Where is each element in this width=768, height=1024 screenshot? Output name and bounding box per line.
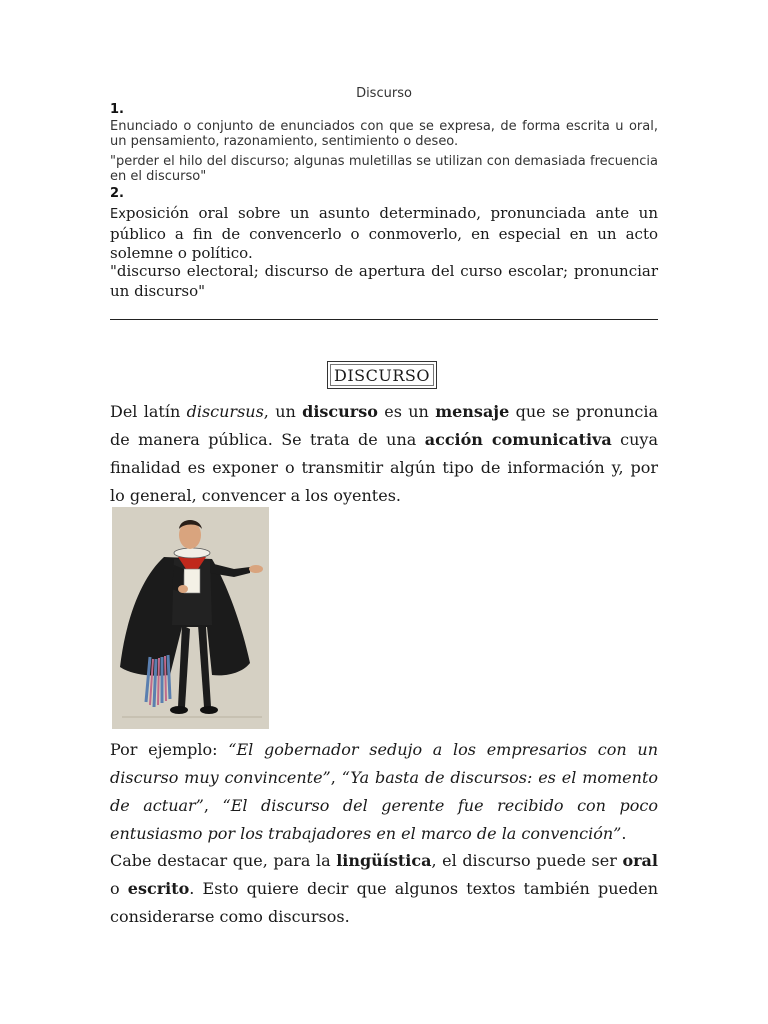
p1-bold-accion: acción comunicativa [424, 430, 612, 449]
p3-text-a: Cabe destacar que, para la [110, 851, 337, 870]
definition-2-example: "discurso electoral; discurso de apertura del curso escolar; pronunciar un discurso" [110, 262, 658, 300]
p1-text-a: Del latín [110, 402, 187, 421]
p1-text-i: cuya finalidad es exponer o transmitir algún tipo de información y, por lo general, convencer a los oyentes. [110, 430, 659, 505]
p3-text-g: . Esto quiere decir que algunos textos también pueden considerarse como discursos. [110, 879, 659, 926]
definition-2-text [110, 204, 658, 264]
p1-latin-term: discursus [186, 402, 264, 421]
p2-example-1: “El gobernador sedujo a los empresarios con un discurso muy convincente” [110, 740, 658, 787]
p3-bold-linguistica: lingüística [336, 851, 432, 870]
article-paragraph-1 [110, 398, 658, 510]
p1-bold-discurso: discurso [302, 402, 378, 421]
p2-example-3: “El discurso del gerente fue recibido con poco entusiasmo por los trabajadores en el marco de la convención” [110, 796, 659, 843]
definition-1-text: Enunciado o conjunto de enunciados con que se expresa, de forma escrita u oral, un pensamiento, razonamiento, sentimiento o deseo. [110, 119, 658, 149]
p2-text-g: . [621, 824, 627, 843]
article-paragraph-2 [110, 736, 658, 848]
p2-example-2: “Ya basta de discursos: es el momento de actuar” [110, 768, 659, 815]
p3-text-c: , el discurso puede ser [431, 851, 623, 870]
p1-text-g: que se pronuncia de manera pública. Se trata de una [110, 402, 659, 449]
section-divider [110, 319, 658, 320]
article-heading: DISCURSO [330, 364, 434, 386]
p3-bold-oral: oral [622, 851, 658, 870]
definition-1-example: "perder el hilo del discurso; algunas muletillas se utilizan con demasiada frecuencia en el discurso" [110, 154, 658, 184]
p1-text-c: , un [263, 402, 303, 421]
p1-text-e: es un [377, 402, 436, 421]
p3-text-e: o [110, 879, 128, 898]
definition-2-number: 2. [110, 186, 124, 201]
p2-text-e: , [203, 796, 223, 815]
dictionary-title: Discurso [356, 86, 412, 101]
article-heading-box [327, 361, 437, 389]
definition-2-first-letters: Ex [110, 207, 126, 222]
p3-bold-escrito: escrito [127, 879, 190, 898]
definition-1-number: 1. [110, 102, 124, 117]
p2-text-a: Por ejemplo: [110, 740, 229, 759]
article-paragraph-3 [110, 847, 658, 931]
p1-bold-mensaje: mensaje [435, 402, 510, 421]
definition-2-rest: posición oral sobre un asunto determinado, pronunciada ante un público a fin de convencerlo o conmoverlo, en especial en un acto solemne o político. [110, 204, 658, 262]
p2-text-c: , [330, 768, 342, 787]
orator-illustration [112, 507, 269, 729]
